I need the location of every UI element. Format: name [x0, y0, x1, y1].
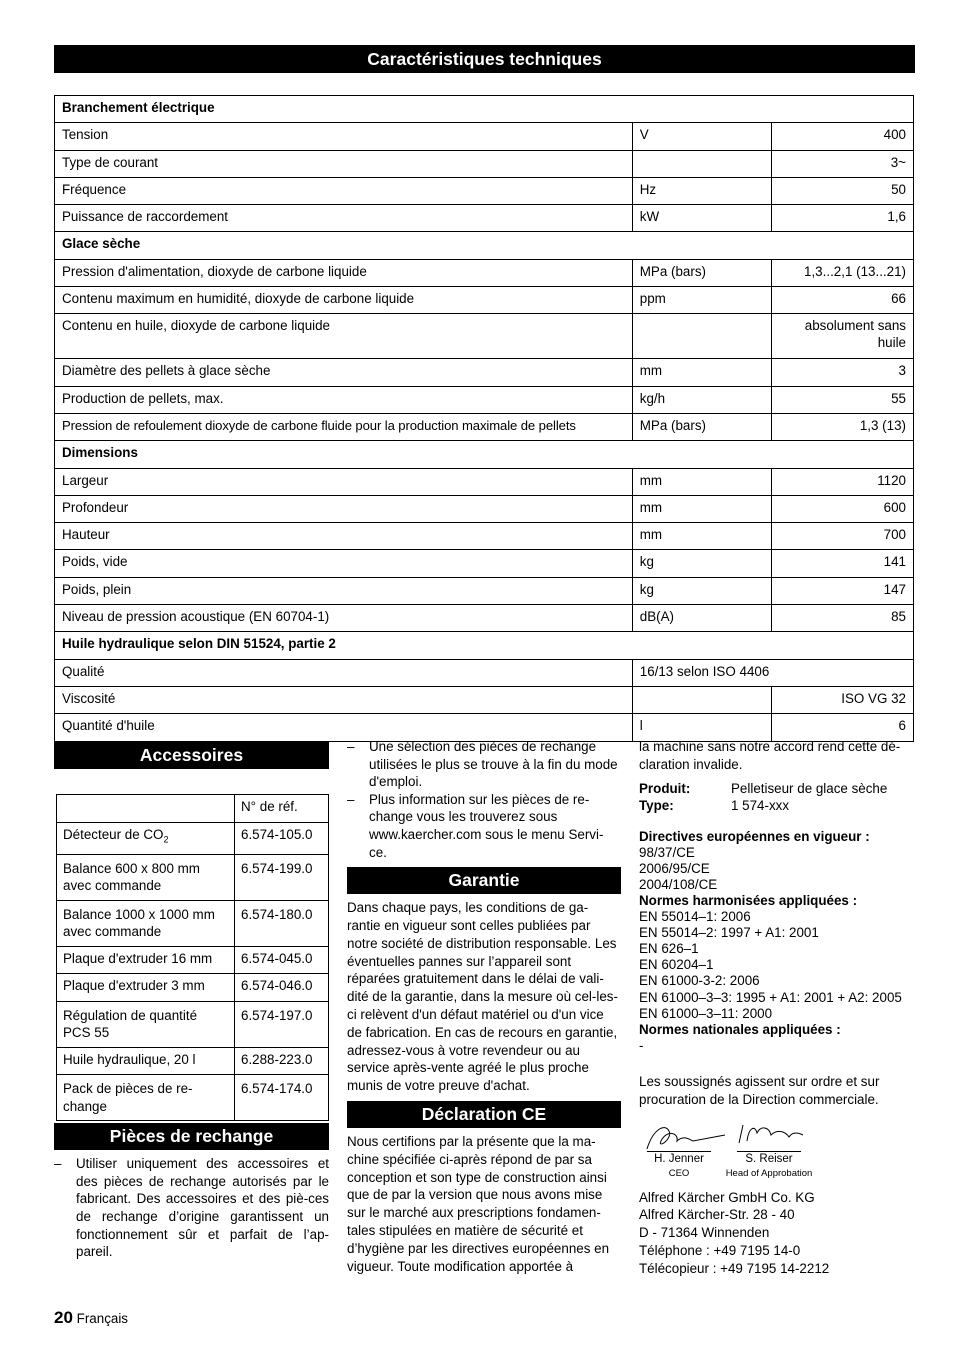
signatory-role: CEO	[668, 1167, 690, 1179]
spec-row: Niveau de pression acoustique (EN 60704-1) dB(A) 85	[55, 605, 914, 632]
signatory-role: Head of Approbation	[725, 1167, 813, 1179]
page-title: Caractéristiques techniques	[54, 45, 915, 73]
column-left	[54, 742, 329, 1261]
spec-row: Diamètre des pellets à glace sèche mm 3	[55, 359, 914, 386]
accessories-table	[56, 794, 329, 1121]
warranty-text: Dans chaque pays, les conditions de ga-rantie en vigueur sont celles publiées par notre société de distribution responsable. Les éventuelles pannes sur l’appareil sont réparées gratuitement dans le délai de vali-dité de la garantie, dans la mesure où cel-les-ci relèvent d'un défaut matériel ou d'un vice de fabrication. En cas de recours en garantie, adressez-vous à votre revendeur ou au service après-vente agréé le plus proche munis de votre preuve d'achat.	[347, 900, 618, 1094]
spec-row: Viscosité ISO VG 32	[55, 686, 914, 713]
spec-row: Qualité 16/13 selon ISO 4406	[55, 659, 914, 686]
spec-row: Largeur mm 1120	[55, 468, 914, 495]
spec-row: Hauteur mm 700	[55, 523, 914, 550]
accessories-title: Accessoires	[54, 742, 329, 769]
accessory-row: Régulation de quantité PCS 55 6.574-197.0	[57, 1001, 329, 1047]
column-middle	[347, 738, 621, 1275]
column-right	[639, 738, 915, 1278]
accessory-row: Plaque d'extruder 16 mm 6.574-045.0	[57, 946, 329, 974]
accessory-row: Plaque d'extruder 3 mm 6.574-046.0	[57, 974, 329, 1002]
list-item: – Utiliser uniquement des accessoires et des pièces de rechange autorisés par le fabricant. Des accessoires et des piè-ces de rechange d’origine garantissent un fonctionnement sûr et parfait de l’ap-pareil.	[54, 1155, 329, 1261]
spec-row: Poids, vide kg 141	[55, 550, 914, 577]
spec-row: Contenu maximum en humidité, dioxyde de carbone liquide ppm 66	[55, 287, 914, 314]
section-header: Huile hydraulique selon DIN 51524, partie 2	[55, 632, 914, 659]
list-item: – Plus information sur les pièces de re-change vous les trouverez sous www.kaercher.com sous le menu Servi-ce.	[347, 791, 621, 861]
signatories-text: Les soussignés agissent sur ordre et sur procuration de la Direction commerciale.	[639, 1074, 880, 1107]
spec-row: Profondeur mm 600	[55, 495, 914, 522]
accessory-row: Balance 600 x 800 mm avec commande 6.574-199.0	[57, 854, 329, 900]
list-item: – Une sélection des pièces de rechange utilisées le plus se trouve à la fin du mode d'emploi.	[347, 738, 621, 791]
spec-row: Poids, plein kg 147	[55, 577, 914, 604]
type-line: Type: 1 574-xxx	[639, 797, 790, 813]
spec-row: Puissance de raccordement kW 1,6	[55, 205, 914, 232]
page-number: 20	[54, 1308, 73, 1327]
accessory-row: Balance 1000 x 1000 mm avec commande 6.574-180.0	[57, 900, 329, 946]
directives-block: Directives européennes en vigueur : 98/37/CE 2006/95/CE 2004/108/CE Normes harmonisées appliquées : EN 55014–1: 2006 EN 55014–2: 1997 + A1: 2001 EN 626–1 EN 60204–1 EN 61000-3-2: 2006 EN 61000–3–3: 1995 + A1: 2001 + A2: 2005 EN 61000–3–11: 2000 Normes nationales appliquées : -	[639, 828, 902, 1054]
declaration-text: Nous certifions par la présente que la ma-chine spécifiée ci-après répond de par sa conception et son type de construction ainsi que de par la version que nous avons mise sur le marché aux prescriptions fondamen-tales stipulées en matière de sécurité et d’hygiène par les directives européennes en vigueur. Toute modification apportée à	[347, 1133, 610, 1274]
section-header: Dimensions	[55, 441, 914, 468]
accessory-row: Huile hydraulique, 20 l 6.288-223.0	[57, 1047, 329, 1075]
spare-parts-list	[54, 1155, 329, 1261]
spec-row: Tension V 400	[55, 123, 914, 150]
spec-row: Type de courant 3~	[55, 150, 914, 177]
ref-header: N° de réf.	[235, 795, 329, 823]
product-line: Produit: Pelletiseur de glace sèche	[639, 780, 888, 796]
signatures	[639, 1127, 915, 1189]
spec-row: Fréquence Hz 50	[55, 177, 914, 204]
declaration-text-cont: la machine sans notre accord rend cette dé-claration invalide.	[639, 739, 901, 772]
page-footer	[54, 1308, 128, 1328]
accessory-row: Pack de pièces de re-change 6.574-174.0	[57, 1075, 329, 1121]
spec-row: Pression de refoulement dioxyde de carbone fluide pour la production maximale de pellets MPa (bars) 1,3 (13)	[55, 413, 914, 440]
page-language: Français	[76, 1311, 129, 1326]
accessory-row: Détecteur de $CO_2$ 6.574-105.0	[57, 822, 329, 854]
spec-row: Production de pellets, max. kg/h 55	[55, 386, 914, 413]
signatory-name: H. Jenner	[654, 1152, 704, 1165]
signatory-name: S. Reiser	[745, 1152, 793, 1165]
spec-row: Contenu en huile, dioxyde de carbone liquide absolument sans huile	[55, 314, 914, 359]
spare-parts-title: Pièces de rechange	[54, 1123, 329, 1150]
warranty-title: Garantie	[347, 867, 621, 894]
specs-table	[54, 95, 914, 742]
spare-parts-list-cont	[347, 738, 621, 861]
declaration-title: Déclaration CE	[347, 1101, 621, 1128]
section-header: Branchement électrique	[55, 96, 914, 123]
spec-row: Pression d'alimentation, dioxyde de carbone liquide MPa (bars) 1,3...2,1 (13...21)	[55, 259, 914, 286]
section-header: Glace sèche	[55, 232, 914, 259]
spec-row: Quantité d'huile l 6	[55, 714, 914, 741]
company-address: Alfred Kärcher GmbH Co. KG Alfred Kärcher-Str. 28 - 40 D - 71364 Winnenden Téléphone : +49 7195 14-0 Télécopieur : +49 7195 14-2212	[639, 1189, 830, 1276]
